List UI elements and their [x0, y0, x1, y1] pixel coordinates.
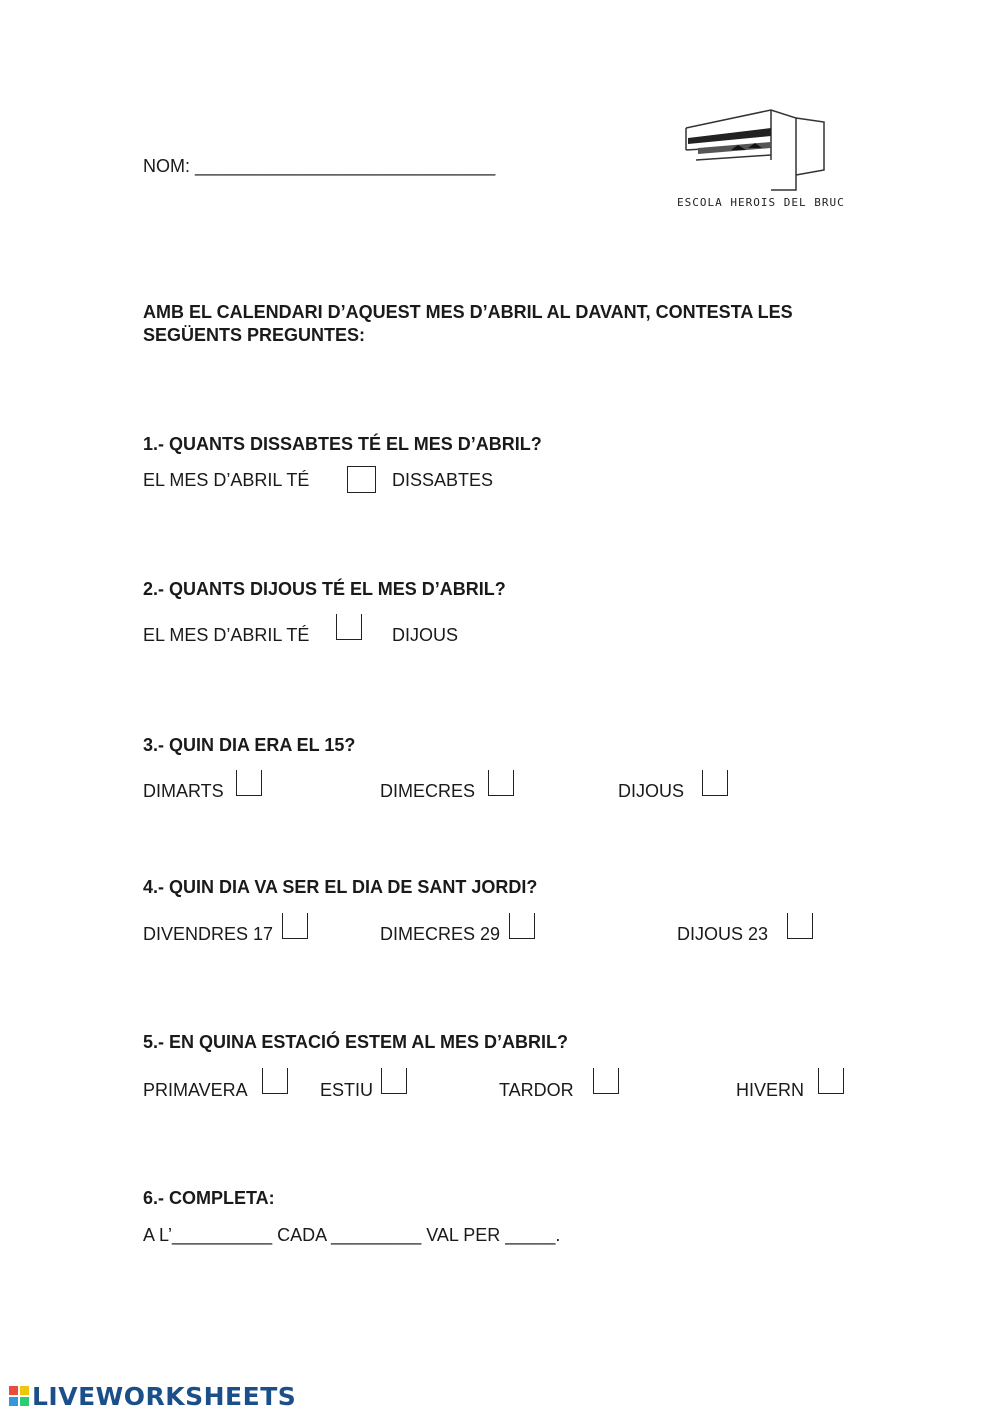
- question-1-title: 1.- QUANTS DISSABTES TÉ EL MES D’ABRIL?: [143, 434, 542, 454]
- question-5-option-2: ESTIU: [320, 1080, 374, 1100]
- question-2-answer-box[interactable]: [336, 614, 362, 640]
- question-5-option-3: TARDOR: [499, 1080, 574, 1100]
- question-1-answer-suffix: DISSABTES: [392, 470, 494, 490]
- question-2-answer-prefix: EL MES D’ABRIL TÉ: [143, 625, 310, 645]
- question-4-option-3: DIJOUS 23: [677, 924, 769, 944]
- question-3-option-2-checkbox[interactable]: [488, 770, 514, 796]
- name-field[interactable]: NOM: ______________________________: [143, 156, 496, 176]
- liveworksheets-blocks-icon: [8, 1385, 30, 1407]
- question-5-option-2-checkbox[interactable]: [381, 1068, 407, 1094]
- question-3-option-3-checkbox[interactable]: [702, 770, 728, 796]
- question-6-sentence[interactable]: A L’__________ CADA _________ VAL PER _____.: [143, 1225, 561, 1245]
- question-2-title: 2.- QUANTS DIJOUS TÉ EL MES D’ABRIL?: [143, 579, 506, 599]
- question-5-option-1-checkbox[interactable]: [262, 1068, 288, 1094]
- question-4-option-1-checkbox[interactable]: [282, 913, 308, 939]
- question-1-answer-box[interactable]: [347, 466, 376, 493]
- question-5-option-1: PRIMAVERA: [143, 1080, 248, 1100]
- school-name: ESCOLA HEROIS DEL BRUC: [677, 196, 845, 209]
- question-5-option-4: HIVERN: [736, 1080, 805, 1100]
- school-building-icon: [676, 100, 851, 200]
- question-3-title: 3.- QUIN DIA ERA EL 15?: [143, 735, 356, 755]
- question-3-option-2: DIMECRES: [380, 781, 476, 801]
- question-1-answer-prefix: EL MES D’ABRIL TÉ: [143, 470, 310, 490]
- liveworksheets-brand: LIVEWORKSHEETS: [32, 1381, 297, 1411]
- question-5-option-4-checkbox[interactable]: [818, 1068, 844, 1094]
- question-5-title: 5.- EN QUINA ESTACIÓ ESTEM AL MES D’ABRIL?: [143, 1032, 569, 1052]
- question-3-option-3: DIJOUS: [618, 781, 685, 801]
- question-4-option-3-checkbox[interactable]: [787, 913, 813, 939]
- instructions-line-1: AMB EL CALENDARI D’AQUEST MES D’ABRIL AL DAVANT, CONTESTA LES: [143, 302, 793, 322]
- question-2-answer-suffix: DIJOUS: [392, 625, 459, 645]
- question-4-title: 4.- QUIN DIA VA SER EL DIA DE SANT JORDI?: [143, 877, 538, 897]
- question-5-option-3-checkbox[interactable]: [593, 1068, 619, 1094]
- question-3-option-1-checkbox[interactable]: [236, 770, 262, 796]
- question-3-option-1: DIMARTS: [143, 781, 224, 801]
- question-4-option-2: DIMECRES 29: [380, 924, 501, 944]
- question-4-option-2-checkbox[interactable]: [509, 913, 535, 939]
- question-4-option-1: DIVENDRES 17: [143, 924, 274, 944]
- instructions-line-2: SEGÜENTS PREGUNTES:: [143, 325, 366, 345]
- question-6-title: 6.- COMPLETA:: [143, 1188, 275, 1208]
- liveworksheets-logo: [8, 1379, 296, 1413]
